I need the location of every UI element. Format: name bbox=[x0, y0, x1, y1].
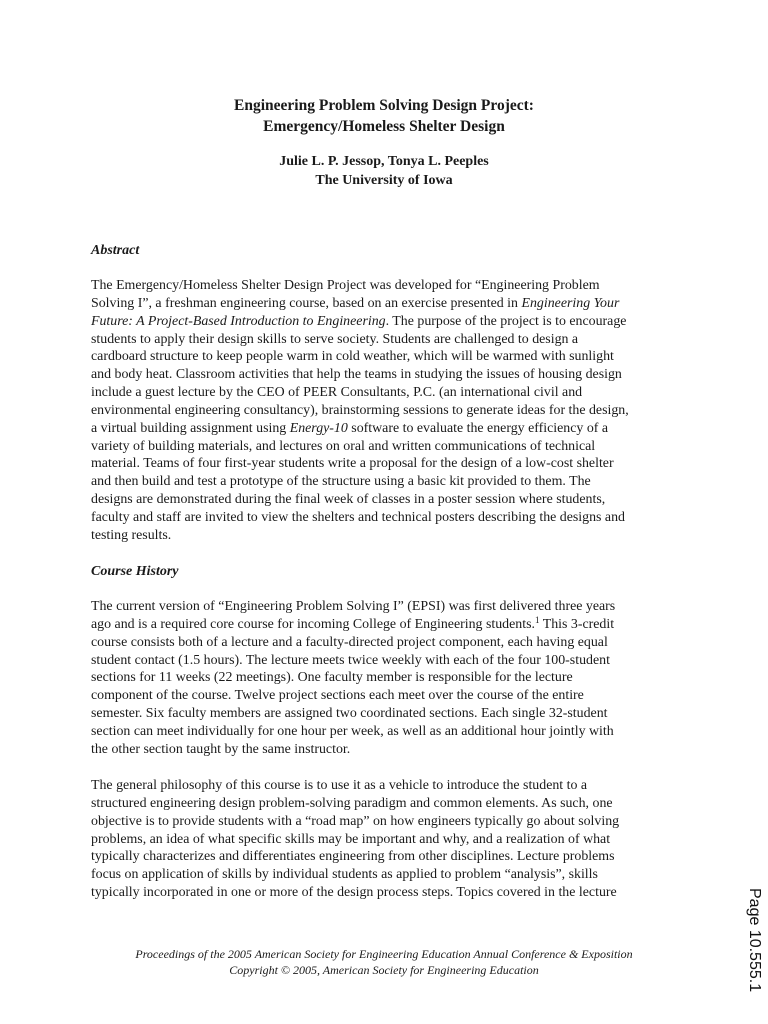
text-run: This 3-credit bbox=[539, 616, 615, 632]
text-run: and body heat. Classroom activities that help the teams in studying the issues of housing design bbox=[91, 367, 622, 383]
text-run: environmental engineering consultancy), brainstorming sessions to generate ideas for the design, bbox=[91, 402, 629, 418]
text-line bbox=[91, 348, 681, 366]
text-run: typically characterizes and differentiates engineering from other disciplines. Lecture problems bbox=[91, 849, 615, 865]
text-line bbox=[91, 705, 681, 723]
text-line bbox=[91, 438, 681, 456]
text-run: . The purpose of the project is to encourage bbox=[385, 313, 627, 329]
text-line bbox=[91, 687, 681, 705]
text-line bbox=[91, 598, 681, 616]
text-line bbox=[91, 313, 681, 331]
text-run: the other section taught by the same instructor. bbox=[91, 741, 351, 757]
title-line-1: Engineering Problem Solving Design Project: bbox=[234, 97, 534, 114]
text-line bbox=[91, 652, 681, 670]
text-run: variety of building materials, and lectures on oral and written communications of technical bbox=[91, 438, 596, 454]
text-line bbox=[91, 366, 681, 384]
text-line bbox=[91, 723, 681, 741]
abstract-paragraph bbox=[91, 277, 681, 545]
text-run: focus on application of skills by individual students as applied to problem “analysis”, skills bbox=[91, 867, 598, 883]
text-run: sections for 11 weeks (22 meetings). One faculty member is responsible for the lecture bbox=[91, 670, 573, 686]
text-line bbox=[91, 402, 681, 420]
text-run: cardboard structure to keep people warm in cold weather, which will be warmed with sunlight bbox=[91, 349, 614, 365]
text-line bbox=[91, 866, 681, 884]
course-history-heading: Course History bbox=[91, 564, 179, 579]
text-line bbox=[91, 831, 681, 849]
text-line bbox=[91, 277, 681, 295]
text-run: typically incorporated in one or more of the design process steps. Topics covered in the lecture bbox=[91, 885, 617, 901]
text-run: component of the course. Twelve project sections each meet over the course of the entire bbox=[91, 688, 584, 704]
text-run: semester. Six faculty members are assigned two coordinated sections. Each single 32-student bbox=[91, 706, 608, 722]
text-run: faculty and staff are invited to view the shelters and technical posters describing the designs and bbox=[91, 509, 625, 525]
text-line bbox=[91, 616, 681, 634]
author-names: Julie L. P. Jessop, Tonya L. Peeples bbox=[279, 154, 489, 169]
text-run: testing results. bbox=[91, 527, 172, 543]
text-line bbox=[91, 295, 681, 313]
abstract-heading: Abstract bbox=[91, 243, 140, 258]
italic-title-run: Energy-10 bbox=[289, 420, 348, 436]
text-line bbox=[91, 795, 681, 813]
text-line bbox=[91, 331, 681, 349]
text-run: students to apply their design skills to serve society. Students are challenged to design a bbox=[91, 331, 579, 347]
text-run: The general philosophy of this course is to use it as a vehicle to introduce the student to a bbox=[91, 778, 588, 793]
text-line bbox=[91, 777, 681, 795]
text-run: The Emergency/Homeless Shelter Design Project was developed for “Engineering Problem bbox=[91, 278, 600, 293]
text-line bbox=[91, 473, 681, 491]
text-line bbox=[91, 509, 681, 527]
text-run: a virtual building assignment using bbox=[91, 420, 290, 436]
text-run: problems, an idea of what specific skills may be important and why, and a realization of what bbox=[91, 831, 611, 847]
text-run: material. Teams of four first-year students write a proposal for the design of a low-cost shelter bbox=[91, 456, 614, 472]
author-block bbox=[0, 152, 768, 190]
footer-proceedings-line: Proceedings of the 2005 American Society for Engineering Education Annual Conference & Exposition bbox=[135, 947, 633, 961]
text-run: designs are demonstrated during the final week of classes in a poster session where students, bbox=[91, 492, 606, 508]
text-run: course consists both of a lecture and a faculty-directed project component, each having equal bbox=[91, 634, 608, 650]
text-line bbox=[91, 527, 681, 545]
paper-title bbox=[0, 95, 768, 137]
text-run: section can meet individually for one hour per week, as well as an additional hour jointly with bbox=[91, 723, 614, 739]
text-line bbox=[91, 848, 681, 866]
text-line bbox=[91, 634, 681, 652]
course-history-paragraph-1 bbox=[91, 598, 681, 759]
text-run: software to evaluate the energy efficiency of a bbox=[347, 420, 609, 436]
page-number-stamp bbox=[741, 888, 767, 998]
text-run: student contact (1.5 hours). The lecture meets twice weekly with each of the four 100-student bbox=[91, 652, 610, 668]
text-line bbox=[91, 884, 681, 902]
title-line-2: Emergency/Homeless Shelter Design bbox=[263, 118, 505, 135]
author-affiliation: The University of Iowa bbox=[315, 173, 453, 188]
course-history-paragraph-2 bbox=[91, 777, 681, 902]
text-line bbox=[91, 384, 681, 402]
proceedings-footer bbox=[0, 946, 768, 978]
footer-copyright-line: Copyright © 2005, American Society for Engineering Education bbox=[229, 963, 539, 977]
footnote-marker: 1 bbox=[534, 614, 540, 625]
text-line bbox=[91, 669, 681, 687]
text-line bbox=[91, 813, 681, 831]
text-run: ago and is a required core course for incoming College of Engineering students. bbox=[91, 616, 535, 632]
text-run: The current version of “Engineering Problem Solving I” (EPSI) was first delivered three years bbox=[91, 599, 616, 614]
text-line bbox=[91, 741, 681, 759]
text-run: Solving I”, a freshman engineering course, based on an exercise presented in bbox=[91, 295, 522, 311]
text-line bbox=[91, 491, 681, 509]
text-run: objective is to provide students with a “road map” on how engineers typically go about solving bbox=[91, 813, 620, 829]
text-run: structured engineering design problem-solving paradigm and common elements. As such, one bbox=[91, 795, 613, 811]
text-run: include a guest lecture by the CEO of PEER Consultants, P.C. (an international civil and bbox=[91, 385, 583, 401]
italic-title-run: Engineering Your bbox=[521, 295, 620, 311]
italic-title-run: Future: A Project-Based Introduction to Engineering bbox=[91, 313, 386, 329]
text-run: and then build and test a prototype of the structure using a basic kit provided to them. The bbox=[91, 474, 591, 490]
text-line bbox=[91, 420, 681, 438]
page-number-text: Page 10.555.1 bbox=[746, 888, 763, 993]
text-line bbox=[91, 455, 681, 473]
